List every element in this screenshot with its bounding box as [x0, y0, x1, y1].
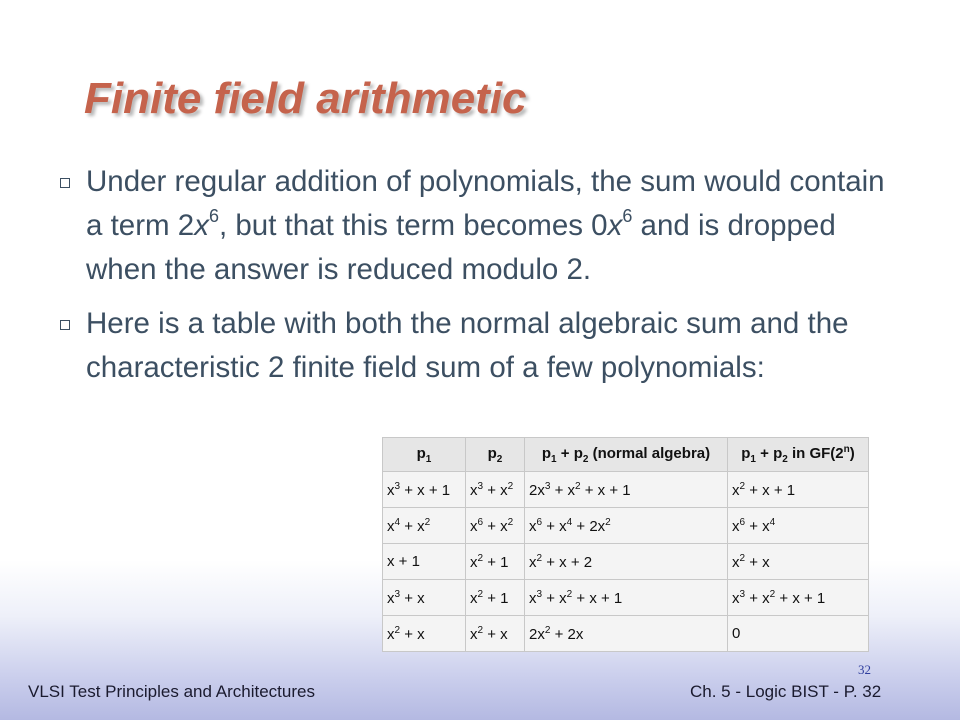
table-cell: $x^2 + 1$ — [466, 580, 525, 616]
table-cell: $x^6 + x^2$ — [466, 508, 525, 544]
column-header: $p_1$ — [383, 438, 466, 472]
bullet-item — [60, 302, 900, 390]
table-cell: $x^2 + x + 1$ — [728, 472, 869, 508]
table-cell: $x^2 + x$ — [383, 616, 466, 652]
column-header: $p_1 + p_2$ in GF(2$^n$) — [728, 438, 869, 472]
square-bullet-icon — [60, 320, 70, 330]
table-cell: $x^6 + x^4$ — [728, 508, 869, 544]
table-cell: $x^3 + x + 1$ — [383, 472, 466, 508]
polynomial-sum-table — [382, 437, 869, 652]
table-row — [383, 544, 869, 580]
table-cell: $x^2 + 1$ — [466, 544, 525, 580]
column-header: $p_2$ — [466, 438, 525, 472]
table-row — [383, 508, 869, 544]
bullet-item — [60, 160, 900, 292]
square-bullet-icon — [60, 178, 70, 188]
table-cell: $x^2 + x$ — [466, 616, 525, 652]
table-row — [383, 472, 869, 508]
bullet-list — [60, 160, 900, 400]
table-cell: $x^6 + x^4 + 2x^2$ — [525, 508, 728, 544]
footer-course-title: VLSI Test Principles and Architectures — [28, 682, 315, 701]
table-cell: $2x^3 + x^2 + x + 1$ — [525, 472, 728, 508]
table-cell: $x^3 + x$ — [383, 580, 466, 616]
table-cell: x + 1 — [383, 544, 466, 580]
table-cell: $x^4 + x^2$ — [383, 508, 466, 544]
table-cell: 0 — [728, 616, 869, 652]
table-header-row — [383, 438, 869, 472]
table-row — [383, 616, 869, 652]
column-header: $p_1 + p_2$ (normal algebra) — [525, 438, 728, 472]
table-cell: $x^2 + x$ — [728, 544, 869, 580]
bullet-text: Under regular addition of polynomials, the sum would contain a term $2x^6$, but that this term becomes $0x^6$ and is dropped when the answer is reduced modulo 2. — [86, 165, 885, 286]
table-cell: $2x^2 + 2x$ — [525, 616, 728, 652]
slide-title: Finite field arithmetic — [84, 74, 527, 123]
table-cell: $x^3 + x^2 + x + 1$ — [525, 580, 728, 616]
table-row — [383, 580, 869, 616]
table-cell: $x^3 + x^2 + x + 1$ — [728, 580, 869, 616]
bullet-text: Here is a table with both the normal algebraic sum and the characteristic 2 finite field sum of a few polynomials: — [86, 307, 849, 384]
slide-number: 32 — [858, 662, 871, 677]
footer-chapter-page: Ch. 5 - Logic BIST - P. 32 — [690, 682, 882, 701]
table-cell: $x^2 + x + 2$ — [525, 544, 728, 580]
table-cell: $x^3 + x^2$ — [466, 472, 525, 508]
